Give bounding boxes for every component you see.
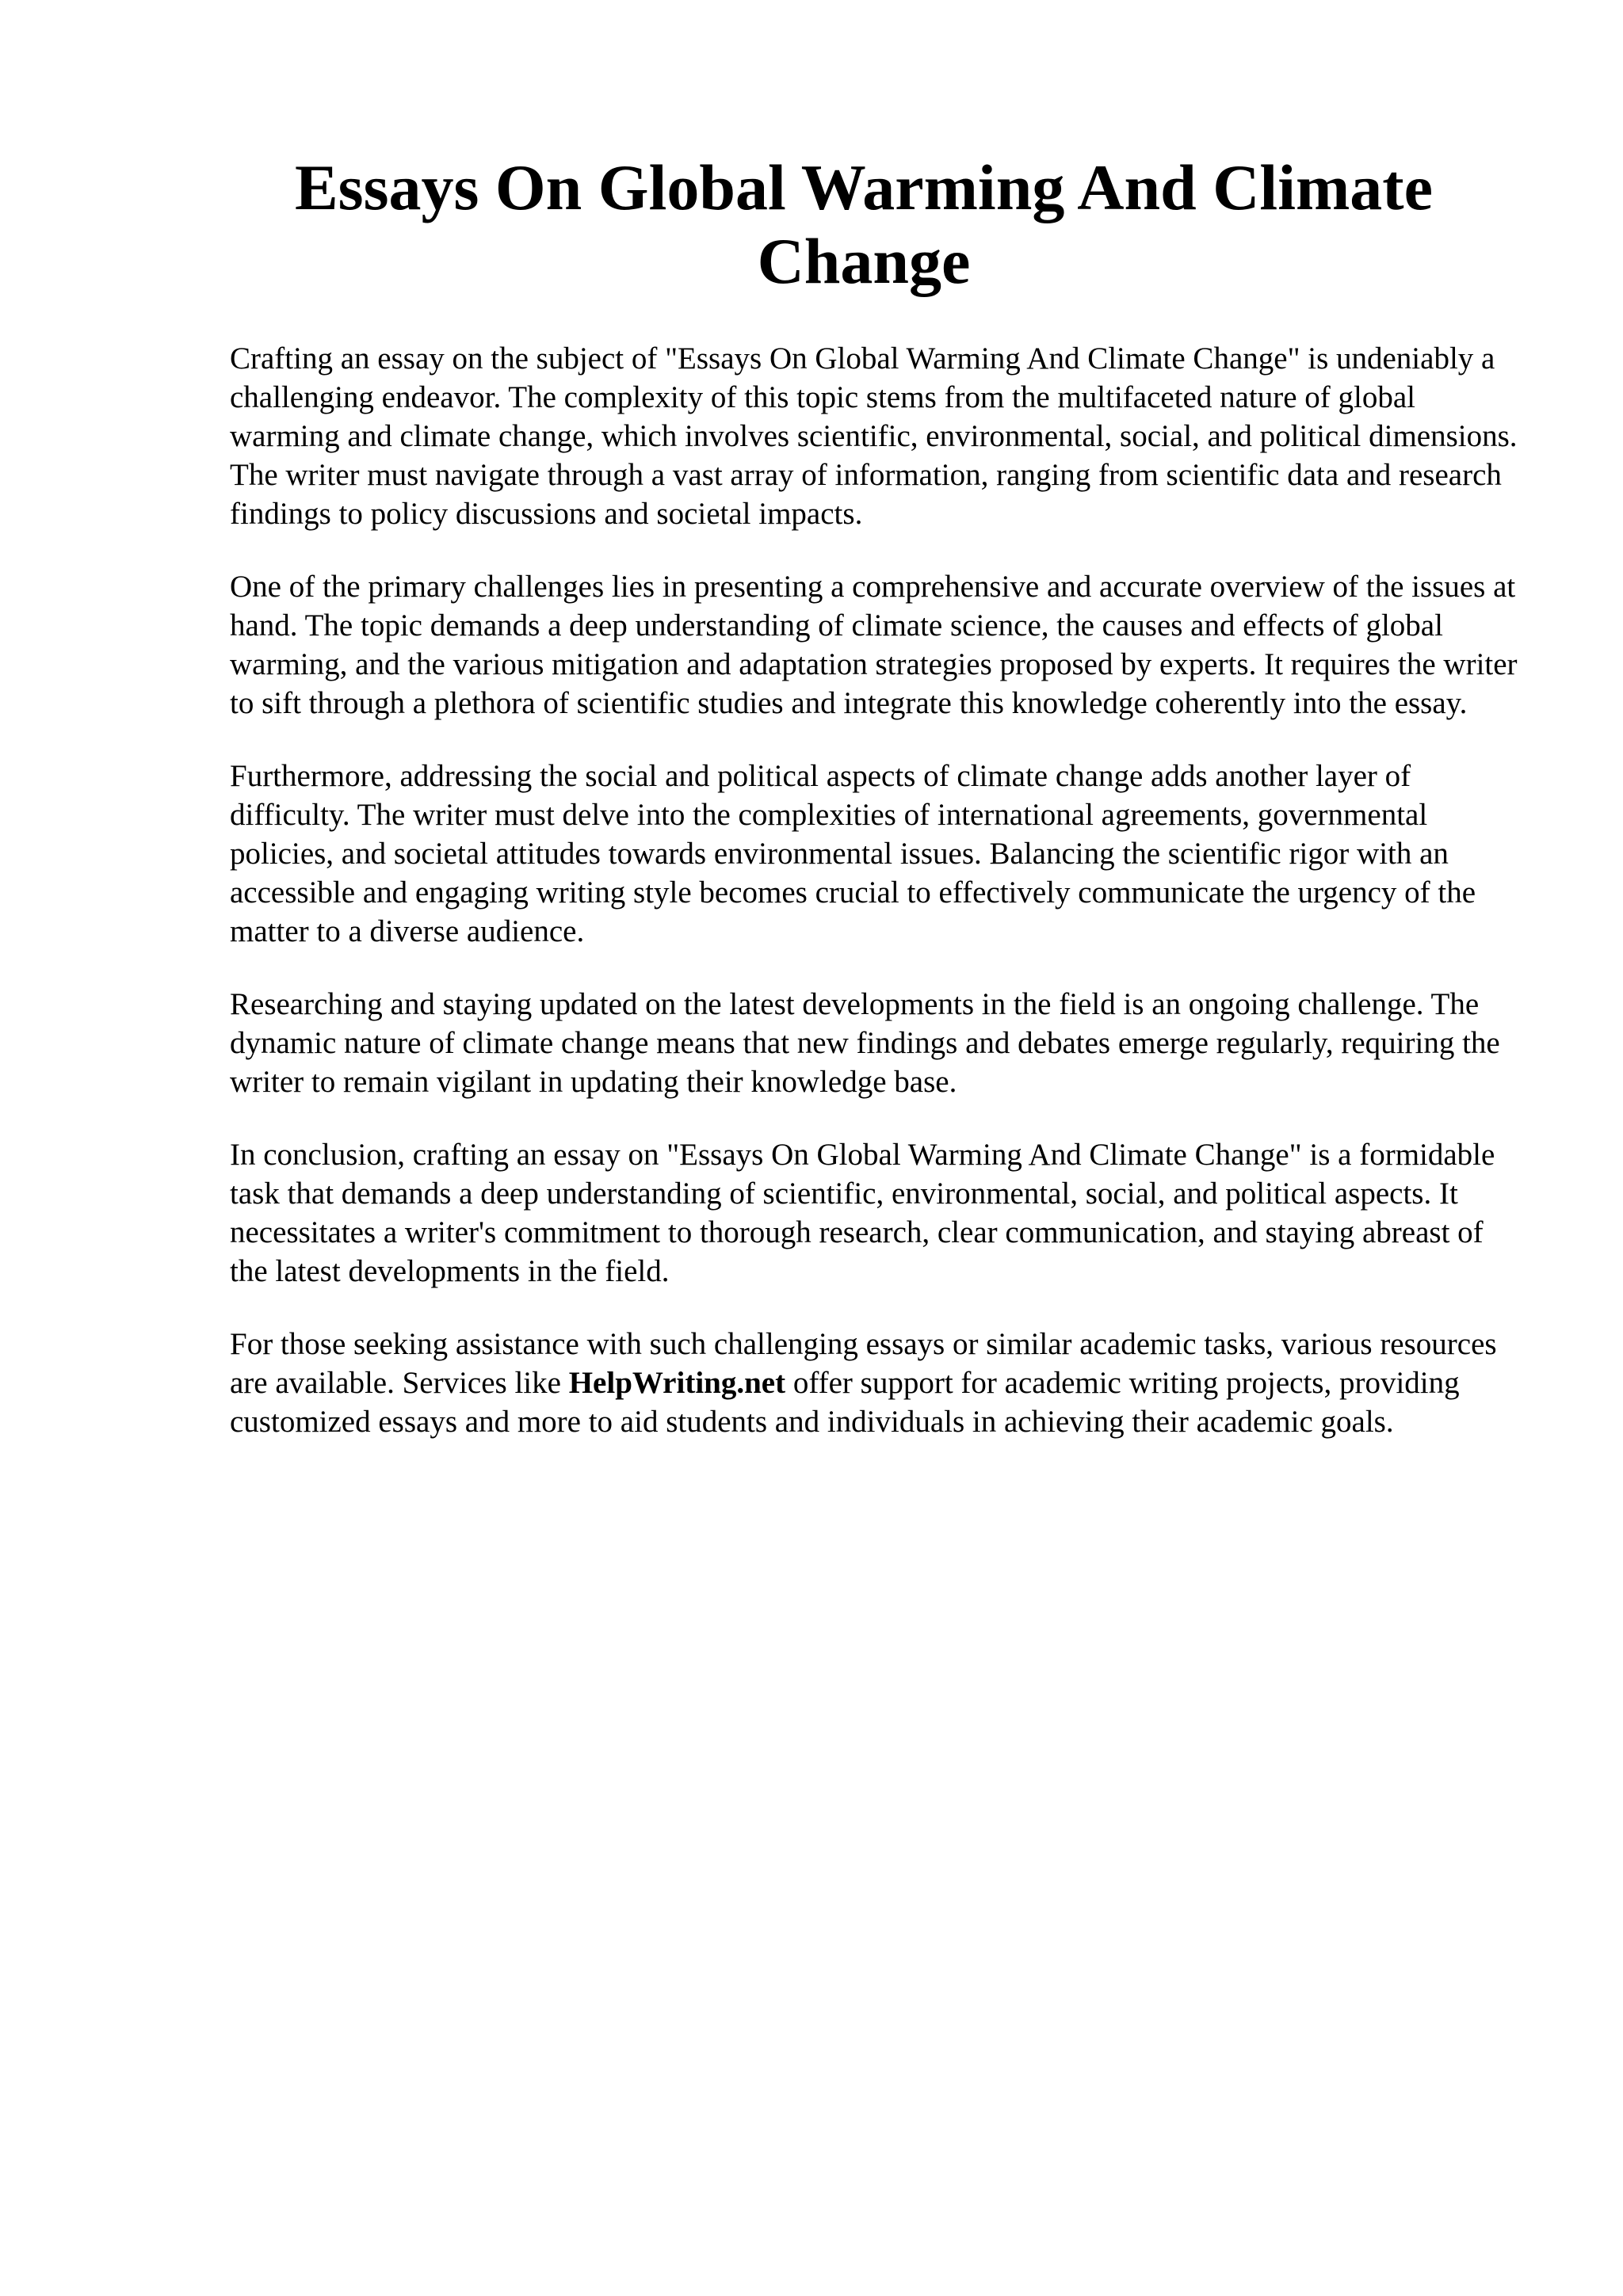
helpwriting-link[interactable]: HelpWriting.net	[568, 1366, 786, 1400]
paragraph-6	[230, 1325, 1518, 1441]
document-title: Essays On Global Warming And Climate Change	[294, 151, 1434, 297]
paragraph-5: In conclusion, crafting an essay on "Essays On Global Warming And Climate Change" is a formidable task that demands a deep understanding of scientific, environmental, social, and political aspects. It necessitates a writer's commitment to thorough research, clear communication, and staying abreast of the latest developments in the field.	[230, 1138, 1495, 1288]
paragraph-3: Furthermore, addressing the social and political aspects of climate change adds another layer of difficulty. The writer must delve into the complexities of international agreements, governmental policies, and societal attitudes towards environmental issues. Balancing the scientific rigor with an accessible and engaging writing style becomes crucial to effectively communicate the urgency of the matter to a diverse audience.	[230, 759, 1476, 948]
paragraph-2: One of the primary challenges lies in presenting a comprehensive and accurate overview of the issues at hand. The topic demands a deep understanding of climate science, the causes and effects of global warming, and the various mitigation and adaptation strategies proposed by experts. It requires the writer to sift through a plethora of scientific studies and integrate this knowledge coherently into the essay.	[230, 570, 1518, 720]
document-body	[230, 339, 1518, 1475]
paragraph-6-lead: For those seeking assistance with such challenging essays or similar academic tasks, various resources are available. Services like	[230, 1327, 1497, 1400]
paragraph-4: Researching and staying updated on the latest developments in the field is an ongoing challenge. The dynamic nature of climate change means that new findings and debates emerge regularly, requiring the writer to remain vigilant in updating their knowledge base.	[230, 987, 1500, 1099]
paragraph-6-tail: offer support for academic writing projects, providing customized essays and more to aid students and individuals in achieving their academic goals.	[230, 1366, 1460, 1439]
paragraph-1: Crafting an essay on the subject of "Essays On Global Warming And Climate Change" is undeniably a challenging endeavor. The complexity of this topic stems from the multifaceted nature of global warming and climate change, which involves scientific, environmental, social, and political dimensions. The writer must navigate through a vast array of information, ranging from scientific data and research findings to policy discussions and societal impacts.	[230, 341, 1518, 531]
